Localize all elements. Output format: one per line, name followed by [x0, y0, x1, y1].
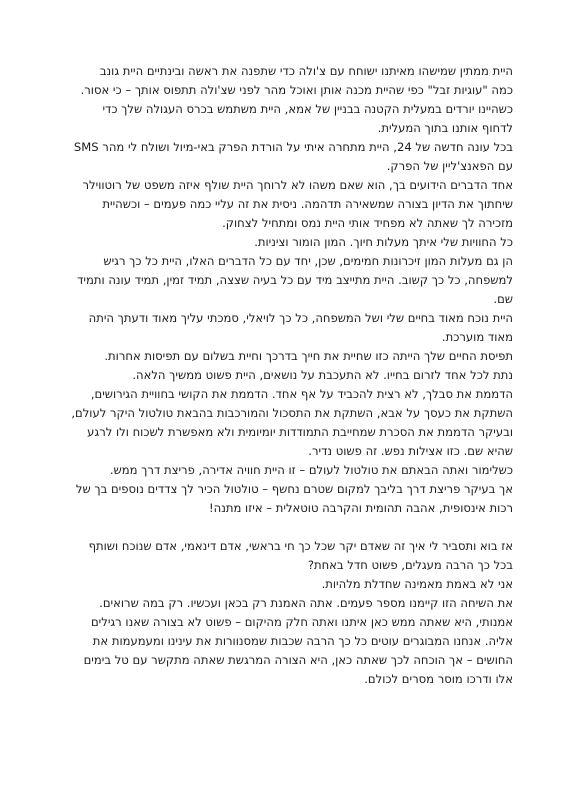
text-line: כל החוויות שלי איתך מעלות חיוך. המון הומור וציניות. [254, 235, 513, 249]
text-line: מאוד מוערכת. [441, 330, 513, 344]
document-page [71, 62, 513, 689]
text-line: אלו ודרכו מוסר מסרים לכולם. [364, 672, 513, 686]
paragraph [75, 461, 513, 518]
text-line: השתקת את כעסך על אבא, השתקת את התסכול והמורכבות בהבאת טולטול היקר לעולם, [71, 406, 513, 420]
text-line: שיחתוך את הדיון בצורה שמשאירה תדהמה. ניסית את זה עליי כמה פעמים – וכשהיית [102, 197, 513, 211]
paragraph [97, 347, 513, 385]
paragraph [80, 62, 513, 138]
text-line: שם. [493, 292, 513, 306]
text-line: הדממת את סבלך, לא רצית להכביד על אף אחד. הדממת את הקושי בחוויית הגירושים, [90, 387, 513, 401]
paragraph [73, 138, 513, 176]
text-line: לדחוף אותנו בתוך המעלית. [377, 121, 513, 135]
paragraph [77, 252, 513, 309]
paragraph [88, 309, 513, 347]
text-line: תפיסת החיים שלך הייתה כזו שחיית את חייך בדרכך וחיית בשלום עם תפיסות אחרות. [104, 349, 513, 363]
text-line: כשהיינו יורדים במעלית הקטנה בבניין של אמא, היית משתמש בכרס העגולה שלך כדי [102, 102, 513, 116]
text-line: ובעיקר הדממת את הסכרת שמחייבת התמודדות יומיומית ולא מאפשרת לשכוח ולו לרגע [87, 425, 513, 439]
paragraph [97, 233, 513, 252]
text-line: את השיחה הזו קיימנו מספר פעמים. אתה האמנת רק בכאן ועכשיו. רק במה שרואים. [99, 596, 513, 610]
text-line: רכות אינסופית, אהבה תהומית והקרבה טוטאלית – איזו מתנה! [209, 501, 513, 515]
text-line: אני לא באמת מאמינה שחדלת מלהיות. [321, 577, 513, 591]
text-line: מזכירה לך שאתה לא מפחיד אותי היית נמס ומתחיל לצחוק. [222, 216, 513, 230]
text-line: כמה "עוגיות זבל" כפי שהיית מכנה אותן ואוכל מהר לפני שצ'ולה תתפוס אותך – כי אסור. [80, 83, 513, 97]
text-line: עם הפאנצ'ליין של הפרק. [386, 159, 513, 173]
paragraph [82, 176, 513, 233]
paragraph-spacer [97, 518, 513, 537]
text-line: אז בוא ותסביר לי איך זה שאדם יקר שכל כך חי בראשי, אדם דינאמי, אדם שנוכח ושותף [88, 539, 513, 553]
text-line: למשפחה, כל כך קשוב. היית מתייצב מיד עם כל בעיה שצצה, תמיד זמין, תמיד עונה ותמיד [77, 273, 513, 287]
text-line: אחד הדברים הידועים בך, הוא שאם משהו לא לרוחך היית שולף איזה משפט של רוטווילר [82, 178, 513, 192]
text-line: כשלימור ואתה הבאתם את טולטול לעולם – זו היית חוויה אדירה, פריצת דרך ממש. [109, 463, 513, 477]
text-line: נתת לכל אחד לזרום בחייו. לא התעכבת על נושאים, היית פשוט ממשיך הלאה. [132, 368, 513, 382]
paragraph [83, 594, 513, 689]
paragraph [71, 385, 513, 461]
text-line: אך בעיקר פריצת דרך בליבך למקום שטרם נחשף – טולטול הכיר לך צדדים נוספים בך של [75, 482, 513, 496]
text-line: אמנותי, היא שאתה ממש כאן איתנו ואתה חלק מהיקום – פשוט לא בצורה שאנו רגילים [90, 615, 513, 629]
text-line: היית ממתין שמישהו מאיתנו ישוחח עם צ'ולה כדי שתפנה את ראשה ובינתיים היית גונב [99, 64, 513, 78]
text-line: שהיא שם. כזו אצילות נפש. זה פשוט נדיר. [308, 444, 513, 458]
text-line: היית נוכח מאוד בחיים שלי ושל המשפחה, כל כך לויאלי, סמכתי עליך מאוד ודעתך היתה [88, 311, 513, 325]
text-line: בכל כך הרבה מעגלים, פשוט חדל באחת? [307, 558, 513, 572]
text-line: בכל עונה חדשה של 24, היית מתחרה איתי על הורדת הפרק באי-מיול ושולח לי מהר SMS [73, 140, 513, 154]
paragraph [88, 537, 513, 594]
text-line: החושים – אך הוכחה לכך שאתה כאן, היא הצורה המרגשת שאתה מתקשר עם טל בימים [83, 653, 513, 667]
text-line: אליה. אנחנו המבוגרים עוטים כל כך הרבה שכבות שמסנוורות את עינינו ומעמעמות את [92, 634, 513, 648]
text-line: הן גם מעלות המון זיכרונות חמימים, שכן, יחד עם כל הדברים האלו, היית כל כך רגיש [103, 254, 513, 268]
